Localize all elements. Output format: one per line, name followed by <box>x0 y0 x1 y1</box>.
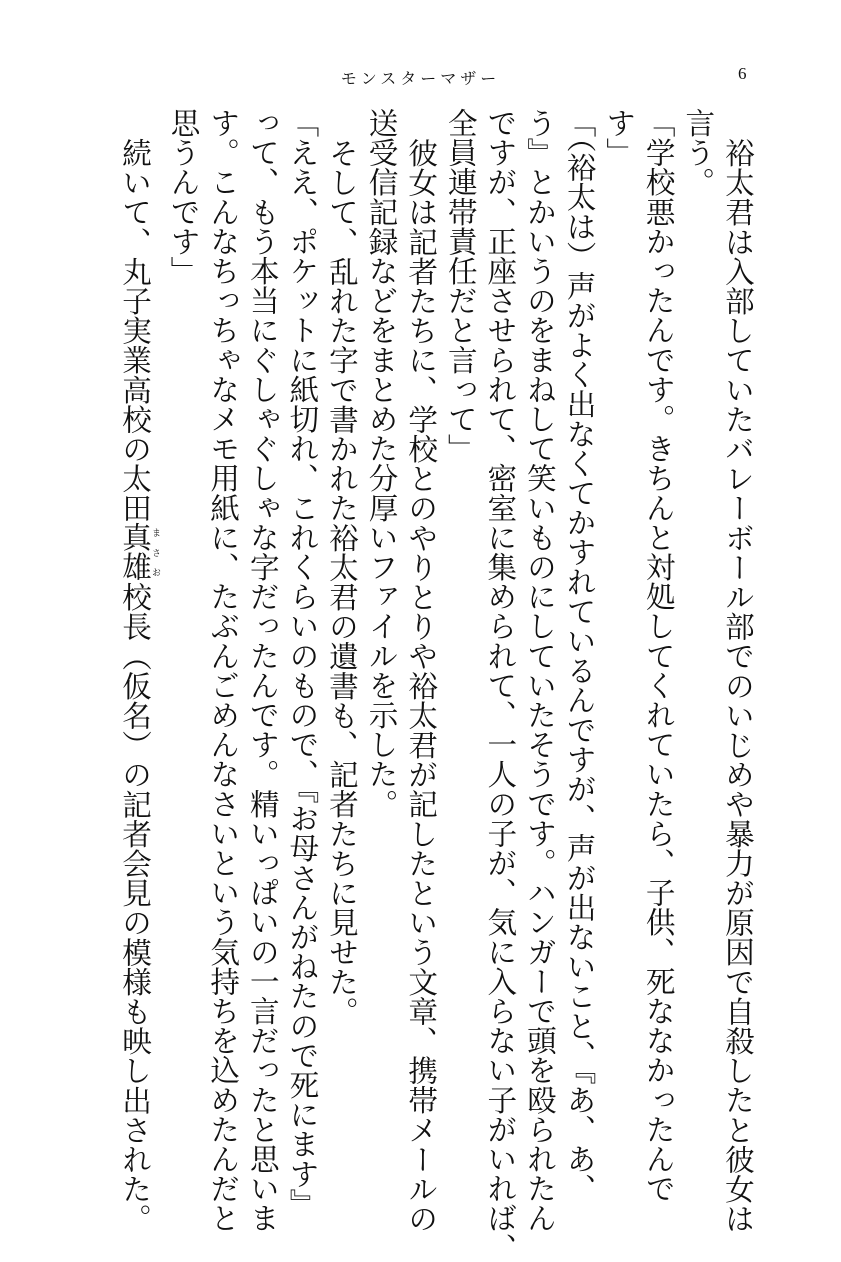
running-header-title: モンスターマザー <box>340 69 501 88</box>
text-column: す。こんなちっちゃなメモ用紙に、たぶんごめんなさいという気持ちを込めたんだと <box>206 108 241 1233</box>
ruby-reading: まさお <box>150 522 160 582</box>
text-column: 「ええ、ポケットに紙切れ、これくらいのもので、『お母さんがねたので死にます』 <box>285 108 320 1218</box>
text-column: ですが、正座させられて、密室に集められて、一人の子が、気に入らない子がいれば、 <box>483 108 518 1262</box>
text-column: 「学校悪かったんです。きちんと対処してくれていたら、子供、死ななかったんで <box>641 108 676 1204</box>
page-number: 6 <box>738 64 747 83</box>
text-column: う』とかいうのをまねして笑いものにしていたそうです。ハンガーで頭を殴られたん <box>522 108 557 1233</box>
text-column: 送受信記録などをまとめた分厚いファイルを示した。 <box>364 108 399 819</box>
text-column: 全員連帯責任だと言って」 <box>443 108 478 464</box>
text-column: 思うんです」 <box>166 108 201 286</box>
text-column: そして、乱れた字で書かれた裕太君の遺書も、記者たちに見せた。 <box>324 137 359 1026</box>
ruby-annotation: 真雄まさお <box>118 522 160 582</box>
text-column: 「（裕太は）声がよく出なくてかすれているんですが、声が出ないこと、『あ、あ、 <box>562 108 597 1204</box>
text-column: 続いて、丸子実業高校の太田真雄まさお校長（仮名）の記者会見の模様も映し出された。 <box>118 137 160 1233</box>
text-column: 彼女は記者たちに、学校とのやりとりや裕太君が記したという文章、携帯メールの <box>404 137 439 1233</box>
text-column: す」 <box>602 108 637 168</box>
text-column: 言う。 <box>681 108 716 197</box>
text-column: 裕太君は入部していたバレーボール部でのいじめや暴力が原因で自殺したと彼女は <box>720 137 755 1233</box>
vertical-body-text <box>118 108 755 1262</box>
text-column: って、もう本当にぐしゃぐしゃな字だったんです。精いっぱいの一言だったと思いま <box>245 108 280 1233</box>
